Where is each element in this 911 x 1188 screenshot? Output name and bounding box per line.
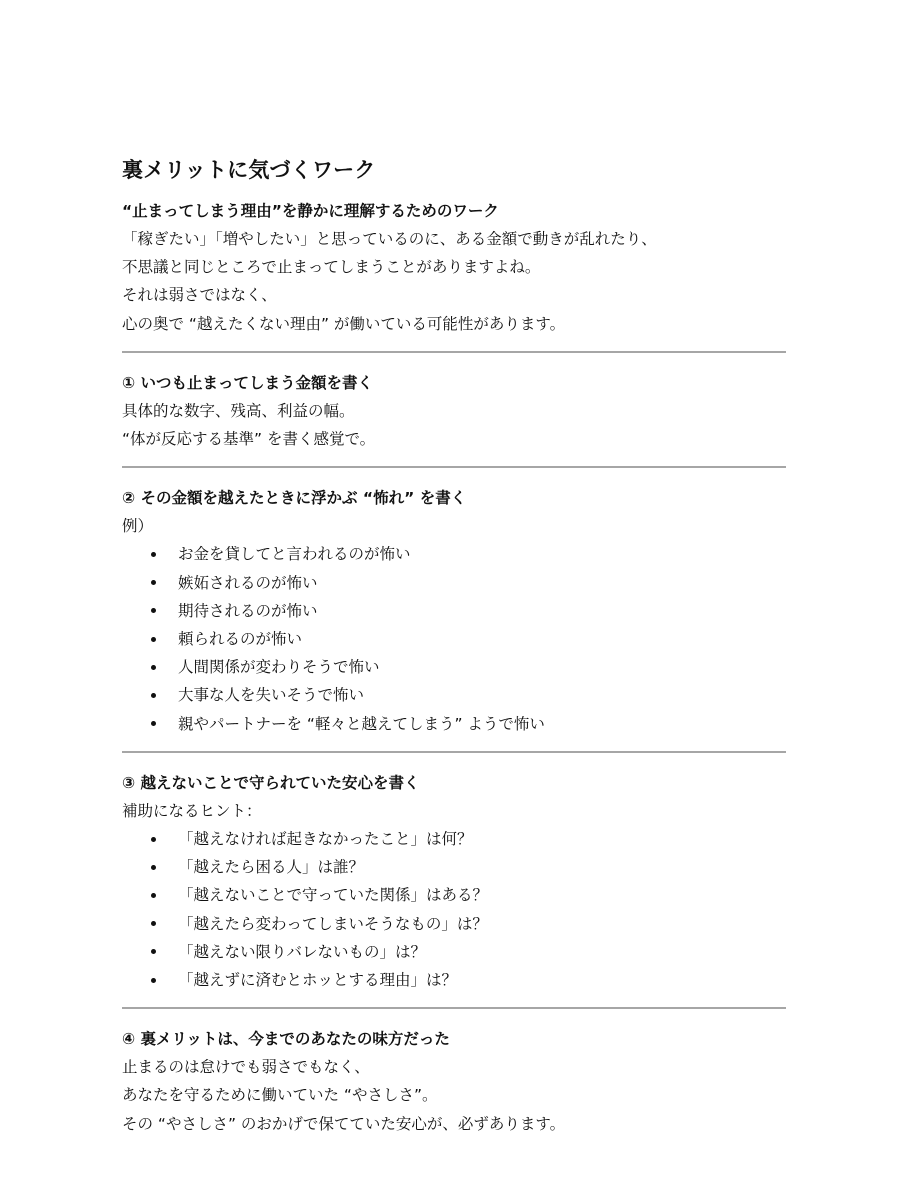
section-heading: ② その金額を越えたときに浮かぶ “怖れ” を書く bbox=[122, 489, 467, 508]
list-item-text: 親やパートナーを “軽々と越えてしまう” ようで怖い bbox=[178, 714, 545, 733]
bullet-icon bbox=[151, 721, 156, 726]
hint-list bbox=[122, 825, 786, 994]
list-item-text: 「越えなければ起きなかったこと」は何？ bbox=[178, 830, 473, 849]
list-item-text: 期待されるのが怖い bbox=[178, 601, 318, 620]
section-heading: ③ 越えないことで守られていた安心を書く bbox=[122, 773, 420, 792]
bullet-icon bbox=[151, 865, 156, 870]
list-item bbox=[178, 681, 786, 709]
intro-line: 不思議と同じところで止まってしまうことがありますよね。 bbox=[122, 258, 541, 277]
bullet-icon bbox=[151, 608, 156, 613]
bullet-icon bbox=[151, 580, 156, 585]
list-item-text: 「越えずに済むとホッとする理由」は？ bbox=[178, 971, 458, 990]
section-divider bbox=[122, 351, 786, 353]
list-item-text: 大事な人を失いそうで怖い bbox=[178, 686, 365, 705]
list-item bbox=[178, 625, 786, 653]
section-heading: ① いつも止まってしまう金額を書く bbox=[122, 373, 374, 392]
section-line: 具体的な数字、残高、利益の幅。 bbox=[122, 401, 355, 420]
list-item bbox=[178, 569, 786, 597]
list-item-text: 「越えたら困る人」は誰？ bbox=[178, 858, 365, 877]
fear-list bbox=[122, 540, 786, 737]
section-lead: 補助になるヒント： bbox=[122, 801, 262, 820]
section-line: 止まるのは怠けでも弱さでもなく、 bbox=[122, 1058, 370, 1077]
bullet-icon bbox=[151, 949, 156, 954]
section-lead: 例） bbox=[122, 517, 154, 536]
intro-subtitle: “止まってしまう理由”を静かに理解するためのワーク bbox=[122, 202, 499, 220]
section-2 bbox=[122, 484, 786, 738]
bullet-icon bbox=[151, 637, 156, 642]
list-item-text: 人間関係が変わりそうで怖い bbox=[178, 658, 380, 677]
list-item bbox=[178, 938, 786, 966]
document-title: 裏メリットに気づくワーク bbox=[122, 158, 376, 182]
list-item-text: 頼られるのが怖い bbox=[178, 630, 303, 649]
bullet-icon bbox=[151, 921, 156, 926]
intro-block bbox=[122, 197, 786, 338]
list-item bbox=[178, 966, 786, 994]
bullet-icon bbox=[151, 693, 156, 698]
list-item bbox=[178, 710, 786, 738]
list-item bbox=[178, 910, 786, 938]
section-divider bbox=[122, 751, 786, 753]
bullet-icon bbox=[151, 893, 156, 898]
section-4 bbox=[122, 1025, 786, 1138]
list-item-text: 「越えない限りバレないもの」は？ bbox=[178, 942, 427, 961]
section-heading: ④ 裏メリットは、今までのあなたの味方だった bbox=[122, 1030, 450, 1049]
section-line: その “やさしさ” のおかげで保てていた安心が、必ずあります。 bbox=[122, 1114, 566, 1133]
section-line: あなたを守るために働いていた “やさしさ”。 bbox=[122, 1086, 438, 1105]
list-item bbox=[178, 597, 786, 625]
intro-line: 心の奥で “越えたくない理由” が働いている可能性があります。 bbox=[122, 314, 566, 333]
section-divider bbox=[122, 1007, 786, 1009]
list-item bbox=[178, 881, 786, 909]
list-item bbox=[178, 653, 786, 681]
list-item-text: 「越えないことで守っていた関係」はある？ bbox=[178, 886, 489, 905]
section-divider bbox=[122, 466, 786, 468]
section-1 bbox=[122, 369, 786, 453]
bullet-icon bbox=[151, 837, 156, 842]
list-item bbox=[178, 540, 786, 568]
intro-line: それは弱さではなく、 bbox=[122, 286, 277, 305]
intro-line: 「稼ぎたい」「増やしたい」と思っているのに、ある金額で動きが乱れたり、 bbox=[122, 230, 657, 248]
list-item-text: お金を貸してと言われるのが怖い bbox=[178, 545, 411, 564]
section-line: “体が反応する基準” を書く感覚で。 bbox=[122, 430, 376, 449]
list-item-text: 嫉妬されるのが怖い bbox=[178, 573, 318, 592]
list-item-text: 「越えたら変わってしまいそうなもの」は？ bbox=[178, 914, 488, 933]
list-item bbox=[178, 853, 786, 881]
bullet-icon bbox=[151, 552, 156, 557]
bullet-icon bbox=[151, 665, 156, 670]
bullet-icon bbox=[151, 978, 156, 983]
document-page bbox=[122, 155, 786, 1138]
section-3 bbox=[122, 769, 786, 994]
list-item bbox=[178, 825, 786, 853]
